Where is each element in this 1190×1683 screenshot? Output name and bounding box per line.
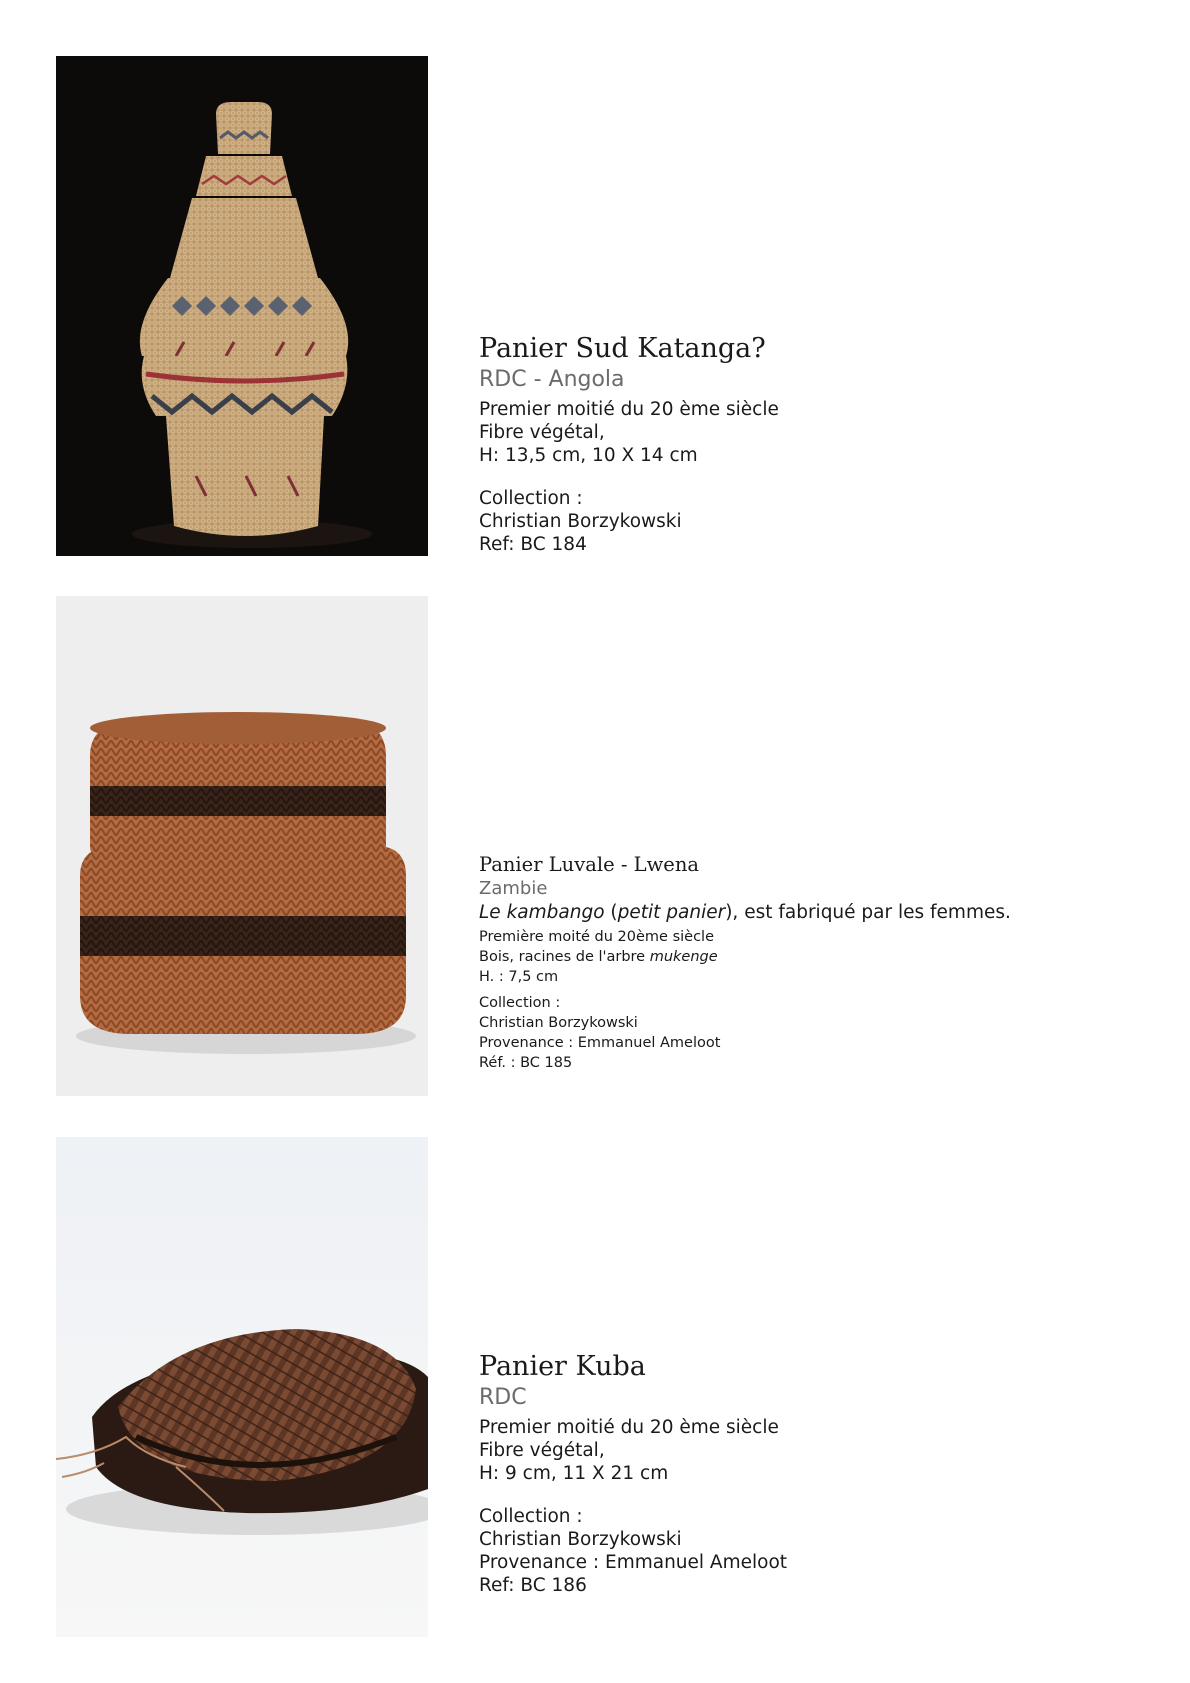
entry-date: Premier moitié du 20 ème siècle — [479, 1417, 779, 1438]
entry-collection-label: Collection : — [479, 488, 583, 509]
entry-title: Panier Kuba — [479, 1351, 646, 1382]
entry-panier-kuba — [479, 1350, 1159, 1597]
entry-dimensions: H: 9 cm, 11 X 21 cm — [479, 1463, 669, 1484]
basket-oval-image — [56, 1137, 428, 1637]
entry-panier-sud-katanga — [479, 332, 1159, 556]
entry-reference: Réf. : BC 185 — [479, 1055, 573, 1071]
photo-panier-luvale-lwena — [56, 596, 428, 1096]
entry-date: Première moité du 20ème siècle — [479, 929, 714, 945]
entry-origin: RDC — [479, 1385, 527, 1410]
basket-stacked-image — [56, 596, 428, 1096]
entry-reference: Ref: BC 184 — [479, 534, 587, 555]
entry-description: Le kambango (petit panier), est fabriqué par les femmes. — [479, 902, 1011, 923]
basket-conical-image — [56, 56, 428, 556]
entry-collection-label: Collection : — [479, 995, 561, 1011]
entry-provenance: Provenance : Emmanuel Ameloot — [479, 1035, 721, 1051]
photo-panier-kuba — [56, 1137, 428, 1637]
entry-provenance: Provenance : Emmanuel Ameloot — [479, 1552, 788, 1573]
entry-panier-luvale-lwena — [479, 853, 1159, 1073]
entry-collection-label: Collection : — [479, 1506, 583, 1527]
entry-material: Fibre végétal, — [479, 422, 605, 443]
entry-origin: Zambie — [479, 878, 548, 899]
entry-material: Bois, racines de l'arbre mukenge — [479, 949, 718, 965]
entry-dimensions: H: 13,5 cm, 10 X 14 cm — [479, 445, 698, 466]
entry-origin: RDC - Angola — [479, 367, 625, 392]
entry-material: Fibre végétal, — [479, 1440, 605, 1461]
photo-panier-sud-katanga — [56, 56, 428, 556]
entry-collector: Christian Borzykowski — [479, 1015, 638, 1031]
entry-collector: Christian Borzykowski — [479, 511, 682, 532]
entry-collector: Christian Borzykowski — [479, 1529, 682, 1550]
entry-date: Premier moitié du 20 ème siècle — [479, 399, 779, 420]
entry-dimensions: H. : 7,5 cm — [479, 969, 559, 985]
entry-reference: Ref: BC 186 — [479, 1575, 587, 1596]
entry-title: Panier Luvale - Lwena — [479, 853, 700, 876]
entry-title: Panier Sud Katanga? — [479, 333, 766, 364]
